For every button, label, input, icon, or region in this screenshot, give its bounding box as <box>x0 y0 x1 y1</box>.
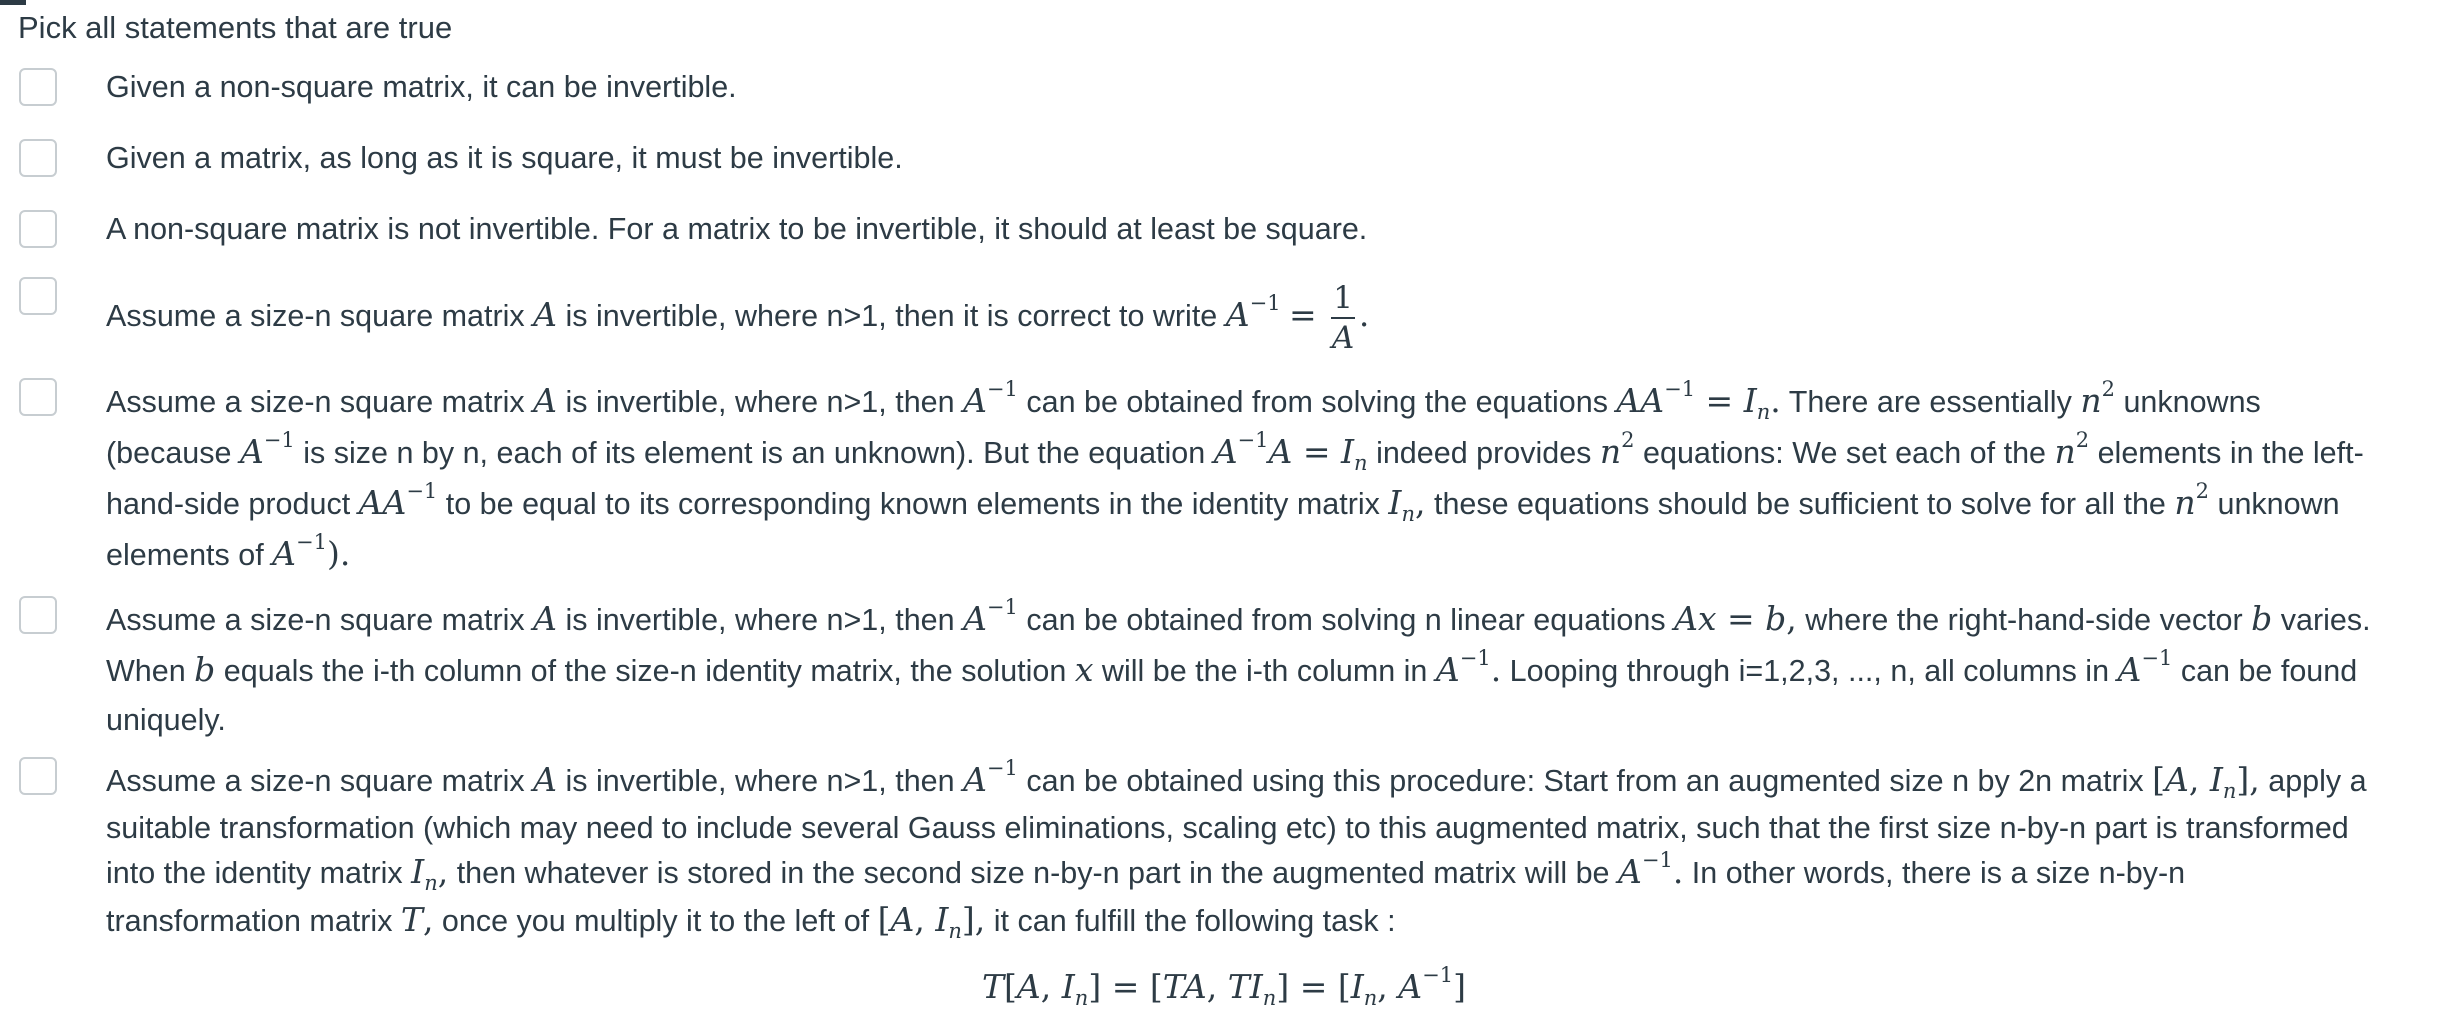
answer-checkbox-2[interactable] <box>19 139 57 177</box>
answer-text-3: A non-square matrix is not invertible. For a matrix to be invertible, it should at least be square. <box>106 212 1368 246</box>
answer-checkbox-4[interactable] <box>19 277 57 315</box>
answer-checkbox-5[interactable] <box>19 378 57 416</box>
question-corner-marker <box>0 0 26 5</box>
answer-text-6: Assume a size-n square matrix A is invertible, where n>1, then $A^{-1}$ can be obtained from solving n linear equations Ax = b, where the right-hand-side vector b varies. When b equals the i-th column of the size-n identity matrix, the solution x will be the i-th column in $A^{-1}$. Looping through i=1,2,3, ..., n, all columns in $A^{-1}$ can be found uniquely. <box>106 595 2371 737</box>
answer-text-1: Given a non-square matrix, it can be invertible. <box>106 70 737 104</box>
answer-checkbox-3[interactable] <box>19 210 57 248</box>
math-fraction: $\frac{1}{A}$ <box>1331 279 1355 356</box>
answer-checkbox-7[interactable] <box>19 757 57 795</box>
answer-checkbox-6[interactable] <box>19 596 57 634</box>
question-title: Pick all statements that are true <box>18 10 453 45</box>
display-equation: T[A, $I_n] = [TA$, $TI_n] = [I_n$, $A^{-1}$] <box>982 963 1466 1010</box>
math-a-inverse: A <box>1225 295 1250 334</box>
answer-text-2: Given a matrix, as long as it is square, it must be invertible. <box>106 141 903 175</box>
answer-text-7: Assume a size-n square matrix A is invertible, where n>1, then $A^{-1}$ can be obtained using this procedure: Start from an augmented size n by 2n matrix [A, $I_n$], apply a suitable transformation (which may need to include several Gauss eliminations, scaling etc) to this augmented matrix, such that the first size n-by-n part is transformed into the identity matrix $I_n$, then whatever is stored in the second size n-by-n part in the augmented matrix will be $A^{-1}$. In other words, there is a size n-by-n transformation matrix T, once you multiply it to the left of [A, $I_n$], it can fulfill the following task : <box>106 756 2367 943</box>
math-matrix-a: A <box>533 295 557 334</box>
answer-text-5: Assume a size-n square matrix A is invertible, where n>1, then $A^{-1}$ can be obtained from solving the equations $AA^{-1} = I_n$. There are essentially $n^2$ unknowns (because $A^{-1}$ is size n by n, each of its element is an unknown). But the equation $A^{-1}A = I_n$ indeed provides $n^2$ equations: We set each of the $n^2$ elements in the left- hand-side product $AA^{-1}$ to be equal to its corresponding known elements in the identity matrix $I_n$, these equations should be sufficient to solve for all the $n^2$ unknown elements of $A^{-1}$). <box>106 377 2364 573</box>
answer-text-4: Assume a size-n square matrix A is invertible, where n>1, then it is correct to write $A^{-1}$ = $\frac{1}{A}$ . <box>106 279 1370 356</box>
answer-checkbox-1[interactable] <box>19 68 57 106</box>
